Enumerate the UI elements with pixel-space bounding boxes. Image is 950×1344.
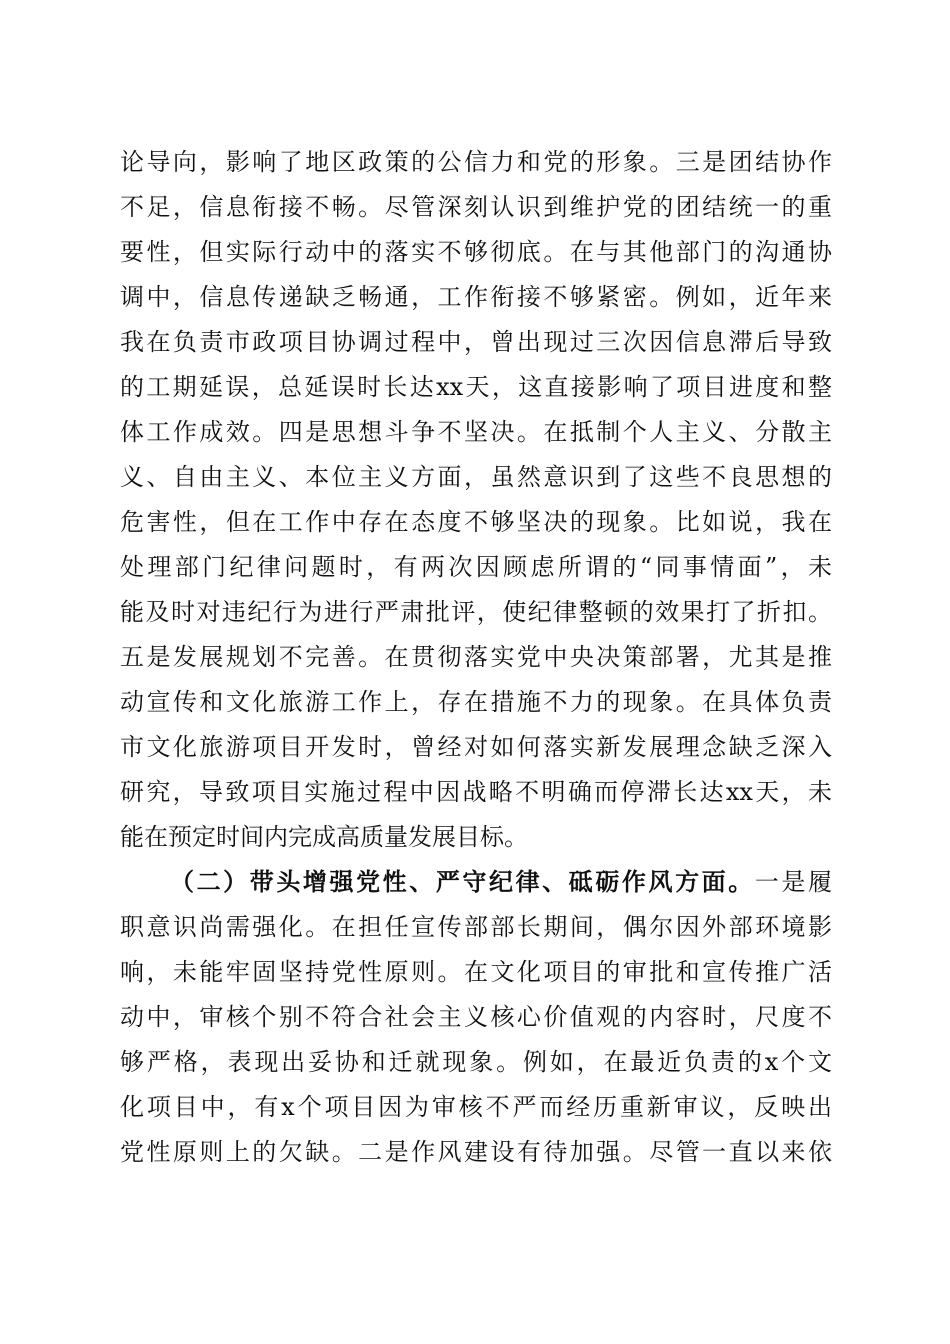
text-line: 危害性，但在工作中存在态度不够坚决的现象。比如说，我在	[120, 508, 832, 536]
text-line: 五是发展规划不完善。在贯彻落实党中央决策部署，尤其是推	[120, 643, 832, 671]
paragraph-2	[120, 860, 832, 1175]
text-line: 不足，信息衔接不畅。尽管深刻认识到维护党的团结统一的重	[120, 193, 832, 221]
text-line: 要性，但实际行动中的落实不够彻底。在与其他部门的沟通协	[120, 238, 832, 266]
body-text	[120, 140, 832, 1175]
text-line: 的工期延误，总延误时长达xx天，这直接影响了项目进度和整	[120, 373, 832, 401]
text-line: 动中，审核个别不符合社会主义核心价值观的内容时，尺度不	[120, 1003, 832, 1031]
text-line: 动宣传和文化旅游工作上，存在措施不力的现象。在具体负责	[120, 688, 832, 716]
text-line: 够严格，表现出妥协和迁就现象。例如，在最近负责的x个文	[120, 1048, 832, 1076]
heading-line-rest: 一是履	[754, 868, 832, 896]
text-line: 我在负责市政项目协调过程中，曾出现过三次因信息滞后导致	[120, 328, 832, 356]
text-line: 处理部门纪律问题时，有两次因顾虑所谓的“同事情面”，未	[120, 553, 832, 581]
text-line: 调中，信息传递缺乏畅通，工作衔接不够紧密。例如，近年来	[120, 283, 832, 311]
paragraph-1	[120, 140, 832, 860]
section-heading: （二）带头增强党性、严守纪律、砥砺作风方面。	[170, 868, 755, 896]
text-line: 能及时对违纪行为进行严肃批评，使纪律整顿的效果打了折扣。	[120, 598, 832, 626]
text-line: 义、自由主义、本位主义方面，虽然意识到了这些不良思想的	[120, 463, 832, 491]
text-line: 市文化旅游项目开发时，曾经对如何落实新发展理念缺乏深入	[120, 733, 832, 761]
text-line: 能在预定时间内完成高质量发展目标。	[120, 823, 528, 851]
text-line: 职意识尚需强化。在担任宣传部部长期间，偶尔因外部环境影	[120, 913, 832, 941]
text-line-first	[120, 860, 832, 905]
text-line: 体工作成效。四是思想斗争不坚决。在抵制个人主义、分散主	[120, 418, 832, 446]
text-line: 化项目中，有x个项目因为审核不严而经历重新审议，反映出	[120, 1093, 832, 1121]
text-line: 响，未能牢固坚持党性原则。在文化项目的审批和宣传推广活	[120, 958, 832, 986]
text-line: 论导向，影响了地区政策的公信力和党的形象。三是团结协作	[120, 148, 832, 176]
text-line: 研究，导致项目实施过程中因战略不明确而停滞长达xx天，未	[120, 778, 832, 806]
text-line: 党性原则上的欠缺。二是作风建设有待加强。尽管一直以来依	[120, 1138, 832, 1166]
